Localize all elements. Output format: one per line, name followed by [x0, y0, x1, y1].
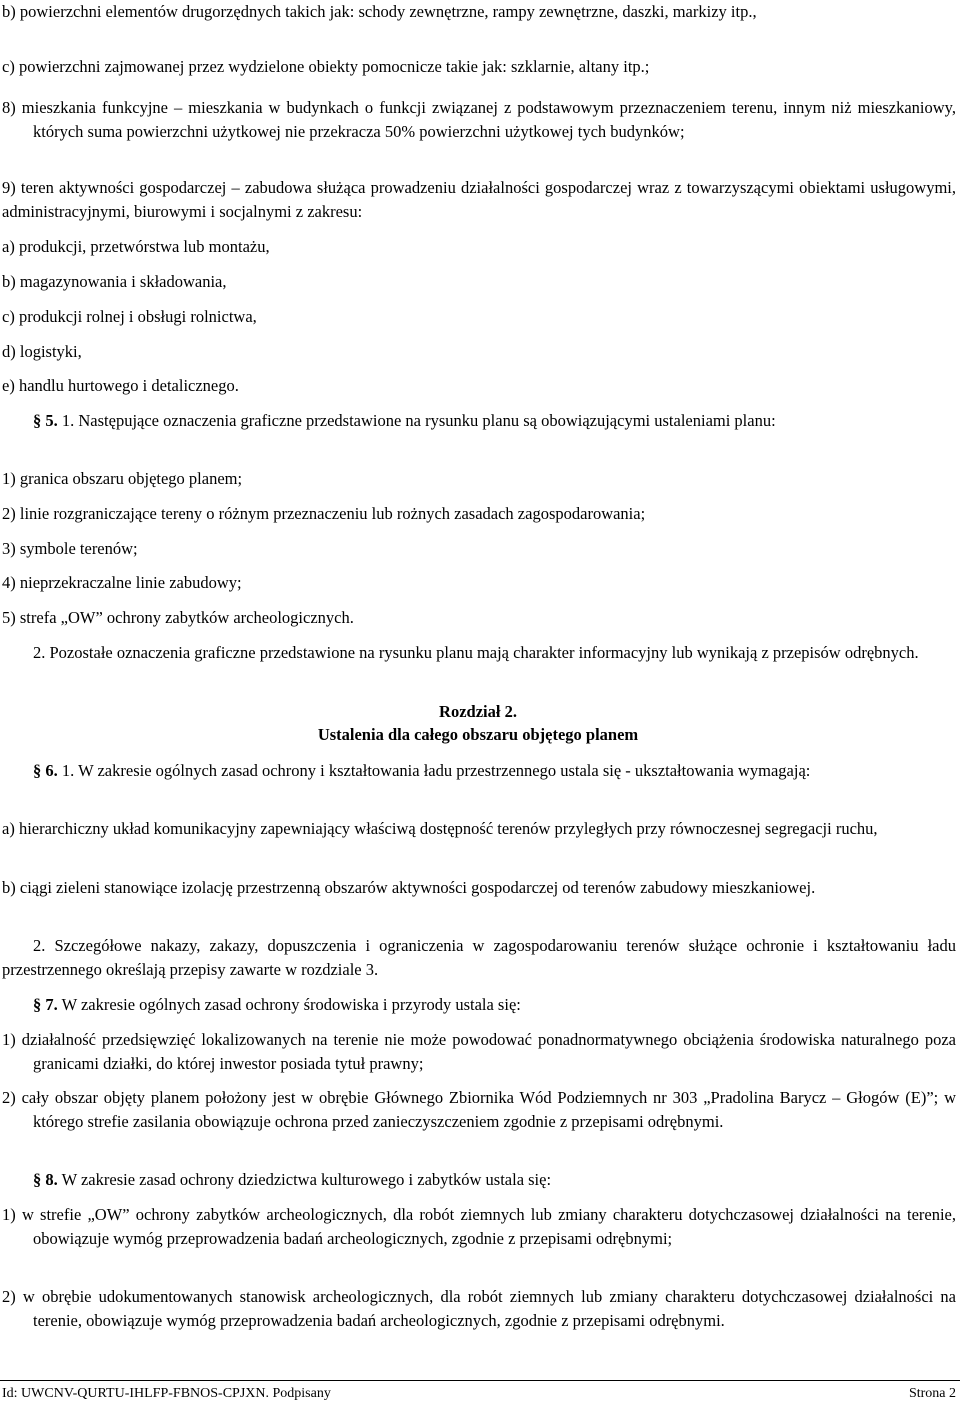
- section-7-number: § 7.: [33, 995, 58, 1014]
- section-5-paragraph-2: 2. Pozostałe oznaczenia graficzne przedstawione na rysunku planu mają charakter informacyjny lub wynikają z przepisów odrębnych.: [33, 643, 919, 662]
- section-8-item-1: 1) w strefie „OW” ochrony zabytków archeologicznych, dla robót ziemnych lub zmiany charakteru dotychczasowej działalności na terenie, obowiązuje wymóg przeprowadzenia badań archeologicznych, zgodnie z przepisami odrębnymi;: [2, 1205, 956, 1248]
- section-7-intro: [2, 993, 956, 1017]
- section-7-intro-text: W zakresie ogólnych zasad ochrony środowiska i przyrody ustala się:: [57, 995, 521, 1014]
- section-5-item-3: 3) symbole terenów;: [2, 539, 138, 558]
- section-5-paragraph-1: [2, 409, 956, 433]
- section-6-item-b: b) ciągi zieleni stanowiące izolację przestrzenną obszarów aktywności gospodarczej od terenów zabudowy mieszkaniowej.: [2, 878, 816, 897]
- section-7-item-1: 1) działalność przedsięwzięć lokalizowanych na terenie nie może powodować ponadnormatywnego obciążenia środowiska naturalnego poza granicami działki, do której inwestor posiada tytuł prawny;: [2, 1030, 956, 1073]
- section-5-item-4: 4) nieprzekraczalne linie zabudowy;: [2, 573, 242, 592]
- definition-9-item-e: e) handlu hurtowego i detalicznego.: [2, 376, 239, 395]
- section-5-item-5: 5) strefa „OW” ochrony zabytków archeologicznych.: [2, 608, 354, 627]
- section-7-item-2: 2) cały obszar objęty planem położony jest w obrębie Głównego Zbiornika Wód Podziemnych nr 303 „Pradolina Barycz – Głogów (E)”; w którego strefie zasilania obowiązuje ochrona przed zanieczyszczeniem zgodnie z przepisami odrębnymi.: [2, 1088, 956, 1131]
- section-5-item-2: 2) linie rozgraniczające tereny o różnym przeznaczeniu lub rożnych zasadach zagospodarowania;: [2, 504, 646, 523]
- definition-9-item-c: c) produkcji rolnej i obsługi rolnictwa,: [2, 307, 257, 326]
- section-8-number: § 8.: [33, 1170, 58, 1189]
- section-6-number: § 6.: [33, 761, 58, 780]
- section-5-item-1: 1) granica obszaru objętego planem;: [2, 469, 243, 488]
- section-8-intro: [2, 1168, 956, 1192]
- definition-9-item-b: b) magazynowania i składowania,: [2, 272, 227, 291]
- chapter-subtitle: Ustalenia dla całego obszaru objętego planem: [317, 725, 639, 744]
- section-5-number: § 5.: [33, 411, 58, 430]
- footer-document-id: Id: UWCNV-QURTU-IHLFP-FBNOS-CPJXN. Podpisany: [2, 1386, 331, 1401]
- definition-9-item-d: d) logistyki,: [2, 342, 82, 361]
- paragraph-top-c: c) powierzchni zajmowanej przez wydzielone obiekty pomocnicze takie jak: szklarnie, altany itp.;: [2, 57, 650, 76]
- definition-8: 8) mieszkania funkcyjne – mieszkania w budynkach o funkcji związanej z podstawowym przeznaczeniem terenu, innym niż mieszkaniowy, których suma powierzchni użytkowej nie przekracza 50% powierzchni użytkowej tych budynków;: [2, 98, 956, 141]
- chapter-title: Rozdział 2.: [439, 702, 517, 721]
- definition-9-item-a: a) produkcji, przetwórstwa lub montażu,: [2, 237, 270, 256]
- section-6-paragraph-2: 2. Szczegółowe nakazy, zakazy, dopuszczenia i ograniczenia w zagospodarowaniu terenów służące ochronie i kształtowaniu ładu przestrzennego określają przepisy zawarte w rozdziale 3.: [2, 936, 956, 979]
- section-6-item-a: a) hierarchiczny układ komunikacyjny zapewniający właściwą dostępność terenów przyległych przy równoczesnej segregacji ruchu,: [2, 819, 878, 838]
- definition-9: 9) teren aktywności gospodarczej – zabudowa służąca prowadzeniu działalności gospodarczej wraz z towarzyszącymi obiektami usługowymi, administracyjnymi, biurowymi i socjalnymi z zakresu:: [2, 178, 956, 221]
- footer-page-number: Strona 2: [908, 1386, 956, 1401]
- paragraph-top-b: b) powierzchni elementów drugorzędnych takich jak: schody zewnętrzne, rampy zewnętrzne, daszki, markizy itp.,: [2, 2, 757, 21]
- footer-divider: [0, 1380, 960, 1381]
- section-5-paragraph-1-text: 1. Następujące oznaczenia graficzne przedstawione na rysunku planu są obowiązującymi ustaleniami planu:: [57, 411, 776, 430]
- section-6-paragraph-1: [2, 759, 956, 783]
- section-8-item-2: 2) w obrębie udokumentowanych stanowisk archeologicznych, dla robót ziemnych lub zmiany charakteru dotychczasowej działalności na terenie, obowiązuje wymóg przeprowadzenia badań archeologicznych, zgodnie z przepisami odrębnymi.: [2, 1287, 956, 1330]
- section-6-paragraph-1-text: 1. W zakresie ogólnych zasad ochrony i kształtowania ładu przestrzennego ustala się - ukształtowania wymagają:: [57, 761, 811, 780]
- section-8-intro-text: W zakresie zasad ochrony dziedzictwa kulturowego i zabytków ustala się:: [57, 1170, 552, 1189]
